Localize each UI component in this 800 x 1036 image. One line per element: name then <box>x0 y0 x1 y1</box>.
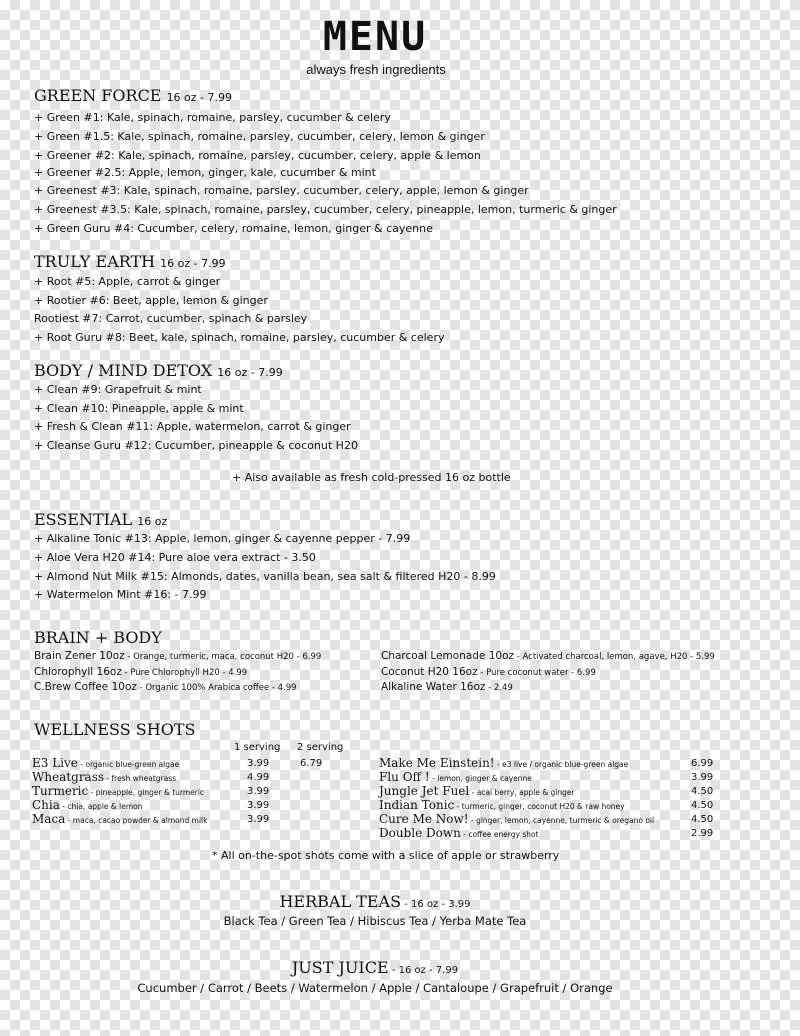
item-desc: - coffee energy shot <box>460 830 539 839</box>
section-wellness-shots <box>34 720 195 739</box>
item-name: Coconut H20 16oz <box>381 666 478 678</box>
section-size: 16 oz <box>137 515 168 528</box>
list-item: + Clean #10: Pineapple, apple & mint <box>34 402 244 415</box>
item-name: Brain Zener 10oz <box>34 650 125 662</box>
section-price: - 16 oz - 7.99 <box>388 965 459 976</box>
item-desc: - maca, cacao powder & almond milk <box>65 816 208 825</box>
list-item: Rootiest #7: Carrot, cucumber, spinach & parsley <box>34 312 308 325</box>
item-price: 4.50 <box>691 800 714 811</box>
column-header-2-serving: 2 serving <box>297 742 344 753</box>
item-desc: - Organic 100% Arabica coffee - 4.99 <box>136 683 297 693</box>
section-essential <box>34 510 167 529</box>
shots-note: * All on-the-spot shots come with a slice of apple or strawberry <box>212 849 560 862</box>
item-name: Double Down <box>379 826 461 840</box>
list-item <box>381 650 715 662</box>
item-desc: - organic blue-green algae <box>77 760 180 769</box>
item-desc: - pineapple, ginger & turmeric <box>88 788 205 797</box>
price-1-serving: 3.99 <box>247 786 270 797</box>
item-desc: - fresh wheatgrass <box>104 774 177 783</box>
item-desc: - e3 live / organic blue-green algae <box>494 760 629 769</box>
item-price: 4.50 <box>691 814 714 825</box>
item-desc: - Activated charcoal, lemon, agave, H20 - 5.99 <box>514 652 715 662</box>
list-item: + Greenest #3: Kale, spinach, romaine, parsley, cucumber, celery, apple, lemon & ginger <box>34 184 529 197</box>
item-desc: - acai berry, apple & ginger <box>469 788 575 797</box>
item-desc: - Pure coconut water - 6.99 <box>477 668 596 678</box>
list-item <box>381 681 513 693</box>
price-1-serving: 3.99 <box>247 758 270 769</box>
list-item: + Green #1: Kale, spinach, romaine, parsley, cucumber & celery <box>34 111 391 124</box>
section-just-juice <box>0 958 750 977</box>
item-desc: - ginger, lemon, cayenne, turmeric & oregano oil <box>468 816 655 825</box>
column-header-1-serving: 1 serving <box>234 742 281 753</box>
list-item <box>34 681 297 693</box>
list-item: + Root #5: Apple, carrot & ginger <box>34 275 221 288</box>
herbal-teas-list: Black Tea / Green Tea / Hibiscus Tea / Yerba Mate Tea <box>223 914 527 928</box>
item-desc: - Pure Chlorophyll H20 - 4.99 <box>121 668 248 678</box>
cold-pressed-note: + Also available as fresh cold-pressed 16 oz bottle <box>232 471 511 484</box>
item-name: E3 Live <box>32 756 78 770</box>
item-name: Make Me Einstein! <box>379 756 495 770</box>
section-heading: WELLNESS SHOTS <box>34 720 196 739</box>
item-price: 6.99 <box>691 758 714 769</box>
item-price: 4.50 <box>691 786 714 797</box>
list-item <box>32 812 207 826</box>
section-body-mind-detox <box>34 361 283 380</box>
section-heading: GREEN FORCE <box>34 86 162 105</box>
section-price: 16 oz - 7.99 <box>160 257 226 270</box>
item-name: Jungle Jet Fuel <box>379 784 470 798</box>
item-price: 3.99 <box>691 772 714 783</box>
section-heading: BRAIN + BODY <box>34 628 162 647</box>
list-item <box>34 650 321 662</box>
list-item: + Greener #2: Kale, spinach, romaine, parsley, cucumber, celery, apple & lemon <box>34 149 481 162</box>
list-item: + Green #1.5: Kale, spinach, romaine, parsley, cucumber, celery, lemon & ginger <box>34 130 485 143</box>
item-name: Charcoal Lemonade 10oz <box>381 650 515 662</box>
item-name: Chia <box>32 798 60 812</box>
section-heading: JUST JUICE <box>291 958 389 977</box>
list-item: + Almond Nut Milk #15: Almonds, dates, vanilla bean, sea salt & filtered H20 - 8.99 <box>34 570 496 583</box>
list-item: + Watermelon Mint #16: - 7.99 <box>34 588 207 601</box>
section-heading: BODY / MIND DETOX <box>34 361 213 380</box>
just-juice-list: Cucumber / Carrot / Beets / Watermelon / Apple / Cantaloupe / Grapefruit / Orange <box>137 981 613 995</box>
price-1-serving: 3.99 <box>247 814 270 825</box>
section-herbal-teas <box>0 892 750 911</box>
item-name: Chlorophyll 16oz <box>34 666 122 678</box>
item-name: Indian Tonic <box>379 798 455 812</box>
item-name: C.Brew Coffee 10oz <box>34 681 137 693</box>
list-item <box>32 756 179 770</box>
list-item: + Alkaline Tonic #13: Apple, lemon, ginger & cayenne pepper - 7.99 <box>34 532 411 545</box>
list-item <box>32 784 204 798</box>
section-brain-body <box>34 628 162 647</box>
list-item: + Greenest #3.5: Kale, spinach, romaine, parsley, cucumber, celery, pineapple, lemon, turmeric & ginger <box>34 203 617 216</box>
item-desc: - turmeric, ginger, coconut H20 & raw honey <box>454 802 625 811</box>
list-item <box>379 756 628 770</box>
section-heading: TRULY EARTH <box>34 252 156 271</box>
item-desc: - 2.49 <box>485 683 513 693</box>
item-desc: - Orange, turmeric, maca, coconut H20 - 6.99 <box>124 652 322 662</box>
section-green-force <box>34 86 232 105</box>
list-item: + Cleanse Guru #12: Cucumber, pineapple & coconut H20 <box>34 439 358 452</box>
list-item <box>379 798 625 812</box>
price-1-serving: 4.99 <box>247 772 270 783</box>
menu-subtitle: always fresh ingredients <box>306 62 446 77</box>
list-item: + Rootier #6: Beet, apple, lemon & ginger <box>34 294 268 307</box>
item-name: Alkaline Water 16oz <box>381 681 486 693</box>
item-desc: - lemon, ginger & cayenne <box>429 774 532 783</box>
list-item <box>379 784 575 798</box>
list-item: + Aloe Vera H20 #14: Pure aloe vera extract - 3.50 <box>34 551 316 564</box>
list-item: + Greener #2.5: Apple, lemon, ginger, kale, cucumber & mint <box>34 166 376 179</box>
section-heading: HERBAL TEAS <box>279 892 402 911</box>
list-item <box>379 826 539 840</box>
section-price: 16 oz - 7.99 <box>166 91 233 104</box>
list-item: + Root Guru #8: Beet, kale, spinach, romaine, parsley, cucumber & celery <box>34 331 445 344</box>
list-item <box>379 812 654 826</box>
section-heading: ESSENTIAL <box>34 510 133 529</box>
list-item: + Green Guru #4: Cucumber, celery, romaine, lemon, ginger & cayenne <box>34 222 433 235</box>
item-name: Turmeric <box>32 784 89 798</box>
price-2-serving: 6.79 <box>300 758 323 769</box>
list-item <box>34 666 247 678</box>
item-name: Maca <box>32 812 66 826</box>
list-item <box>32 770 176 784</box>
item-name: Flu Off ! <box>379 770 430 784</box>
list-item: + Clean #9: Grapefruit & mint <box>34 383 202 396</box>
item-price: 2.99 <box>691 828 714 839</box>
list-item <box>381 666 596 678</box>
menu-title: MENU <box>322 14 428 60</box>
price-1-serving: 3.99 <box>247 800 270 811</box>
section-price: - 16 oz - 3.99 <box>401 899 471 910</box>
item-name: Cure Me Now! <box>379 812 469 826</box>
list-item: + Fresh & Clean #11: Apple, watermelon, carrot & ginger <box>34 420 351 433</box>
section-price: 16 oz - 7.99 <box>217 366 283 379</box>
item-desc: - chia, apple & lemon <box>59 802 143 811</box>
section-truly-earth <box>34 252 226 271</box>
item-name: Wheatgrass <box>32 770 105 784</box>
list-item <box>379 770 532 784</box>
list-item <box>32 798 142 812</box>
